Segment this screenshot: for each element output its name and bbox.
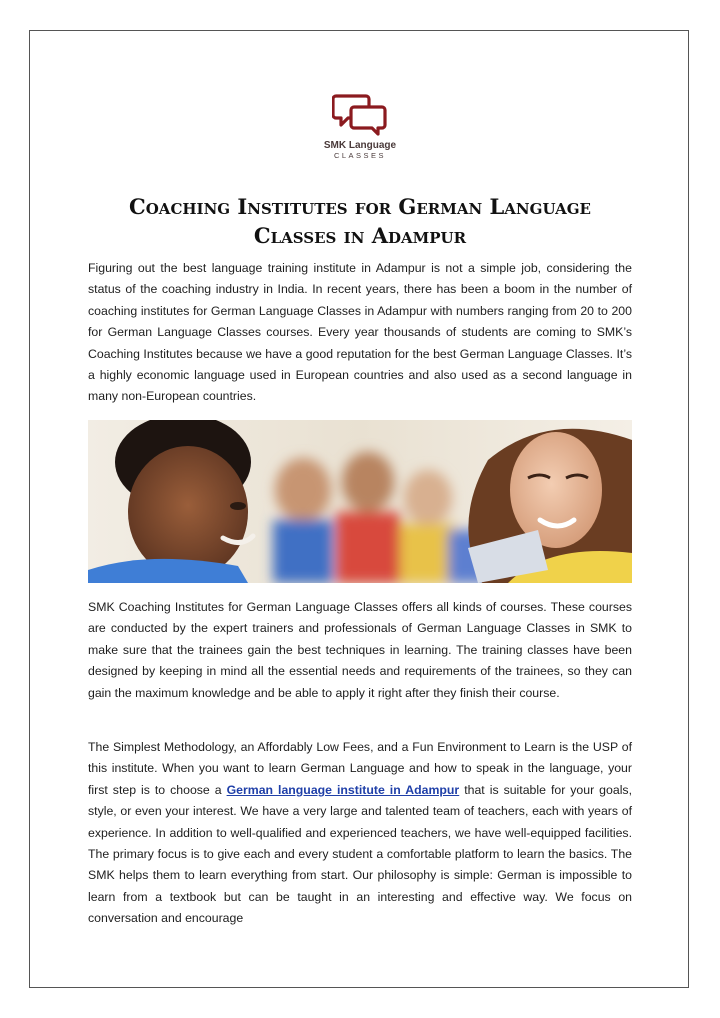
paragraph-methodology-end: that is suitable for your goals, style, or even your interest. We have a very large and talented team of teachers, each with years of experience. In addition to well-qualified and experienced teachers, we have well-equipped facilities. The primary focus is to give each and every student a comfortable platform to learn the basics. The SMK helps them to learn everything from start. Our philosophy is simple: German is impossible to learn from a textbook but can be taught in an interesting and effective way. We focus on conversation and encourage <box>88 782 632 926</box>
page-title: Coaching Institutes for German Language Classes in Adampur <box>129 194 591 248</box>
classroom-photo <box>88 420 632 583</box>
paragraph-intro: Figuring out the best language training institute in Adampur is not a simple job, considering the status of the coaching industry in India. In recent years, there has been a boom in the number of coaching institutes for German Language Classes in Adampur with numbers ranging from 20 to 200 for German Language Classes courses. Every year thousands of students are coming to SMK’s Coaching Institutes because we have a good reputation for the best German Language Classes. It’s a highly economic language used in European countries and also used as a second language in many non-European countries. <box>88 261 632 404</box>
paragraph-methodology-start: The Simplest Methodology, an Affordably Low Fees, and a Fun Environment to Learn is the USP of this institute. When you want to learn German Language and how to speak in the language, your first step is to choose a <box>88 740 632 797</box>
institute-link[interactable]: German language institute in Adampur <box>226 782 460 797</box>
logo-subtitle: CLASSES <box>333 151 387 160</box>
logo-name: SMK Language <box>323 140 397 151</box>
paragraph-methodology <box>88 737 632 930</box>
paragraph-courses: SMK Coaching Institutes for German Language Classes offers all kinds of courses. These courses are conducted by the expert trainers and professionals of German Language Classes in SMK to make sure that the trainees gain the best techniques in learning. The training classes have been designed by keeping in mind all the essential needs and requirements of the trainees, so they can gain the maximum knowledge and be able to apply it right after they finish their course. <box>88 600 632 700</box>
speech-bubbles-icon <box>332 92 388 138</box>
logo <box>318 92 402 164</box>
